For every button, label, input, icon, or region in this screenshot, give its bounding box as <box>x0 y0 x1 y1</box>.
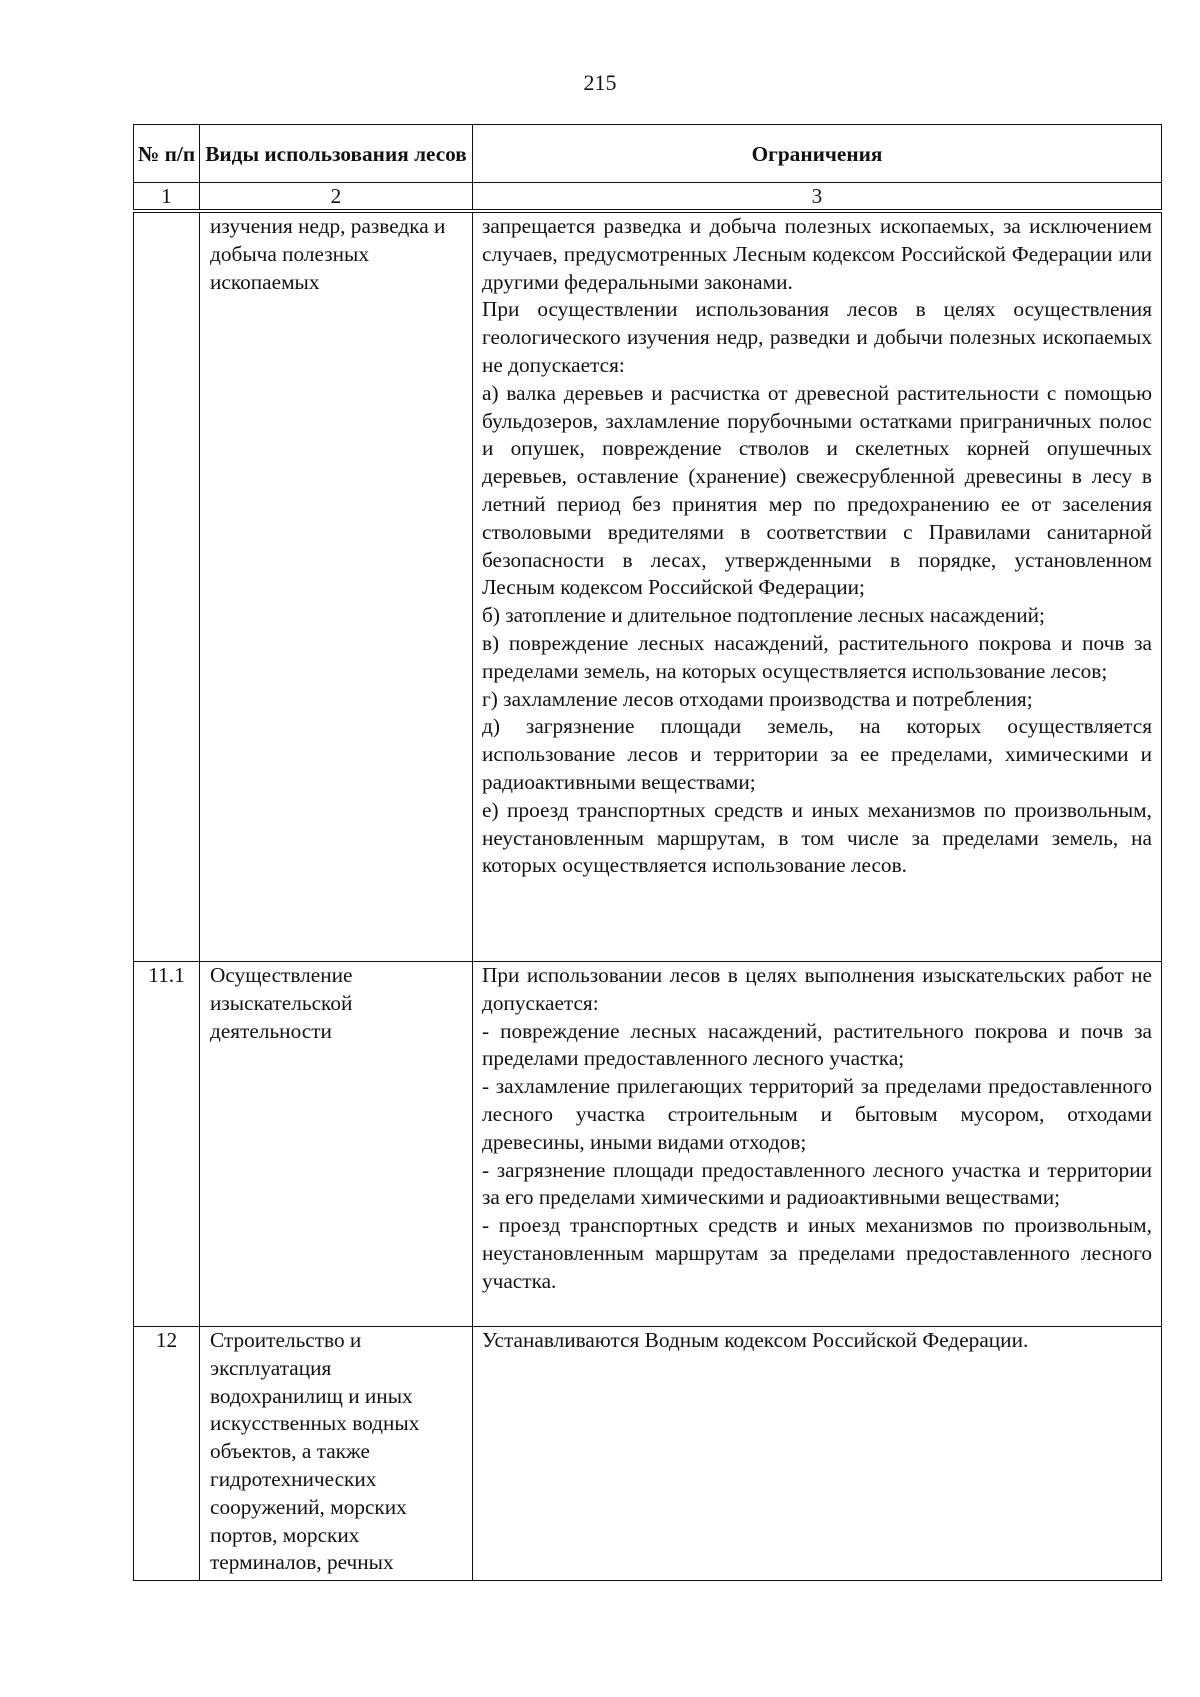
column-number-row <box>134 183 1162 212</box>
restriction-paragraph: - загрязнение площади предоставленного лесного участка и территории за его пределами химическими и радиоактивными веществами; <box>482 1157 1152 1210</box>
restriction-paragraph: е) проезд транспортных средств и иных механизмов по произвольным, неустановленным маршрутам, в том числе за пределами земель, на которых осуществляется использование лесов. <box>482 797 1152 878</box>
column-number-2: 2 <box>200 183 473 212</box>
restriction-paragraph: б) затопление и длительное подтопление лесных насаждений; <box>482 603 1045 628</box>
restriction-paragraph: в) повреждение лесных насаждений, растительного покрова и почв за пределами земель, на которых осуществляется использование лесов; <box>482 630 1152 683</box>
column-number-1: 1 <box>134 183 200 212</box>
row-use-type: изучения недр, разведка и добыча полезных ископаемых <box>200 211 473 962</box>
row-restrictions <box>473 1327 1162 1581</box>
restriction-paragraph: - захламление прилегающих территорий за пределами предоставленного лесного участка строительным и бытовым мусором, отходами древесины, иными видами отходов; <box>482 1074 1152 1154</box>
page-number: 215 <box>583 70 617 95</box>
table-row <box>134 211 1162 962</box>
row-num: 12 <box>134 1327 200 1581</box>
row-restrictions <box>473 962 1162 1327</box>
restriction-paragraph: а) валка деревьев и расчистка от древесной растительности с помощью бульдозеров, захламление порубочными остатками приграничных полос и опушек, повреждение стволов и скелетных корней опушечных деревьев, оставление (хранение) свежесрубленной древесины в лесу в летний период без принятия мер по предохранению ее от заселения стволовыми вредителями в соответствии с Правилами санитарной безопасности в лесах, утвержденными в порядке, установленном Лесным кодексом Российской Федерации; <box>482 380 1152 600</box>
header-num: № п/п <box>134 125 200 183</box>
restriction-paragraph: г) захламление лесов отходами производства и потребления; <box>482 686 1033 711</box>
row-restrictions <box>473 211 1162 962</box>
restriction-paragraph: д) загрязнение площади земель, на которых осуществляется использование лесов и территории за ее пределами, химическими и радиоактивными веществами; <box>482 714 1152 794</box>
row-num <box>134 211 200 962</box>
table-row <box>134 1327 1162 1581</box>
row-use-type: Осуществление изыскательской деятельности <box>200 962 473 1327</box>
restriction-paragraph: При осуществлении использования лесов в целях осуществления геологического изучения недр, разведки и добычи полезных ископаемых не допускается: <box>482 297 1152 377</box>
restriction-paragraph: При использовании лесов в целях выполнения изыскательских работ не допускается: <box>482 963 1152 1015</box>
restriction-paragraph: Устанавливаются Водным кодексом Российской Федерации. <box>482 1328 1029 1352</box>
header-use-type: Виды использования лесов <box>200 125 473 183</box>
header-row <box>134 125 1162 183</box>
column-number-3: 3 <box>473 183 1162 212</box>
header-restrictions: Ограничения <box>473 125 1162 183</box>
table-row <box>134 962 1162 1327</box>
restrictions-table <box>133 124 1162 1581</box>
row-num: 11.1 <box>134 962 200 1327</box>
restriction-paragraph: - повреждение лесных насаждений, растительного покрова и почв за пределами предоставленного лесного участка; <box>482 1018 1152 1071</box>
row-use-type: Строительство и эксплуатация водохранилищ и иных искусственных водных объектов, а также гидротехнических сооружений, морских портов, морских терминалов, речных <box>200 1327 473 1581</box>
restriction-paragraph: - проезд транспортных средств и иных механизмов по произвольным, неустановленным маршрутам за пределами предоставленного лесного участка. <box>482 1213 1152 1293</box>
restriction-paragraph: запрещается разведка и добыча полезных ископаемых, за исключением случаев, предусмотренных Лесным кодексом Российской Федерации или другими федеральными законами. <box>482 214 1152 294</box>
